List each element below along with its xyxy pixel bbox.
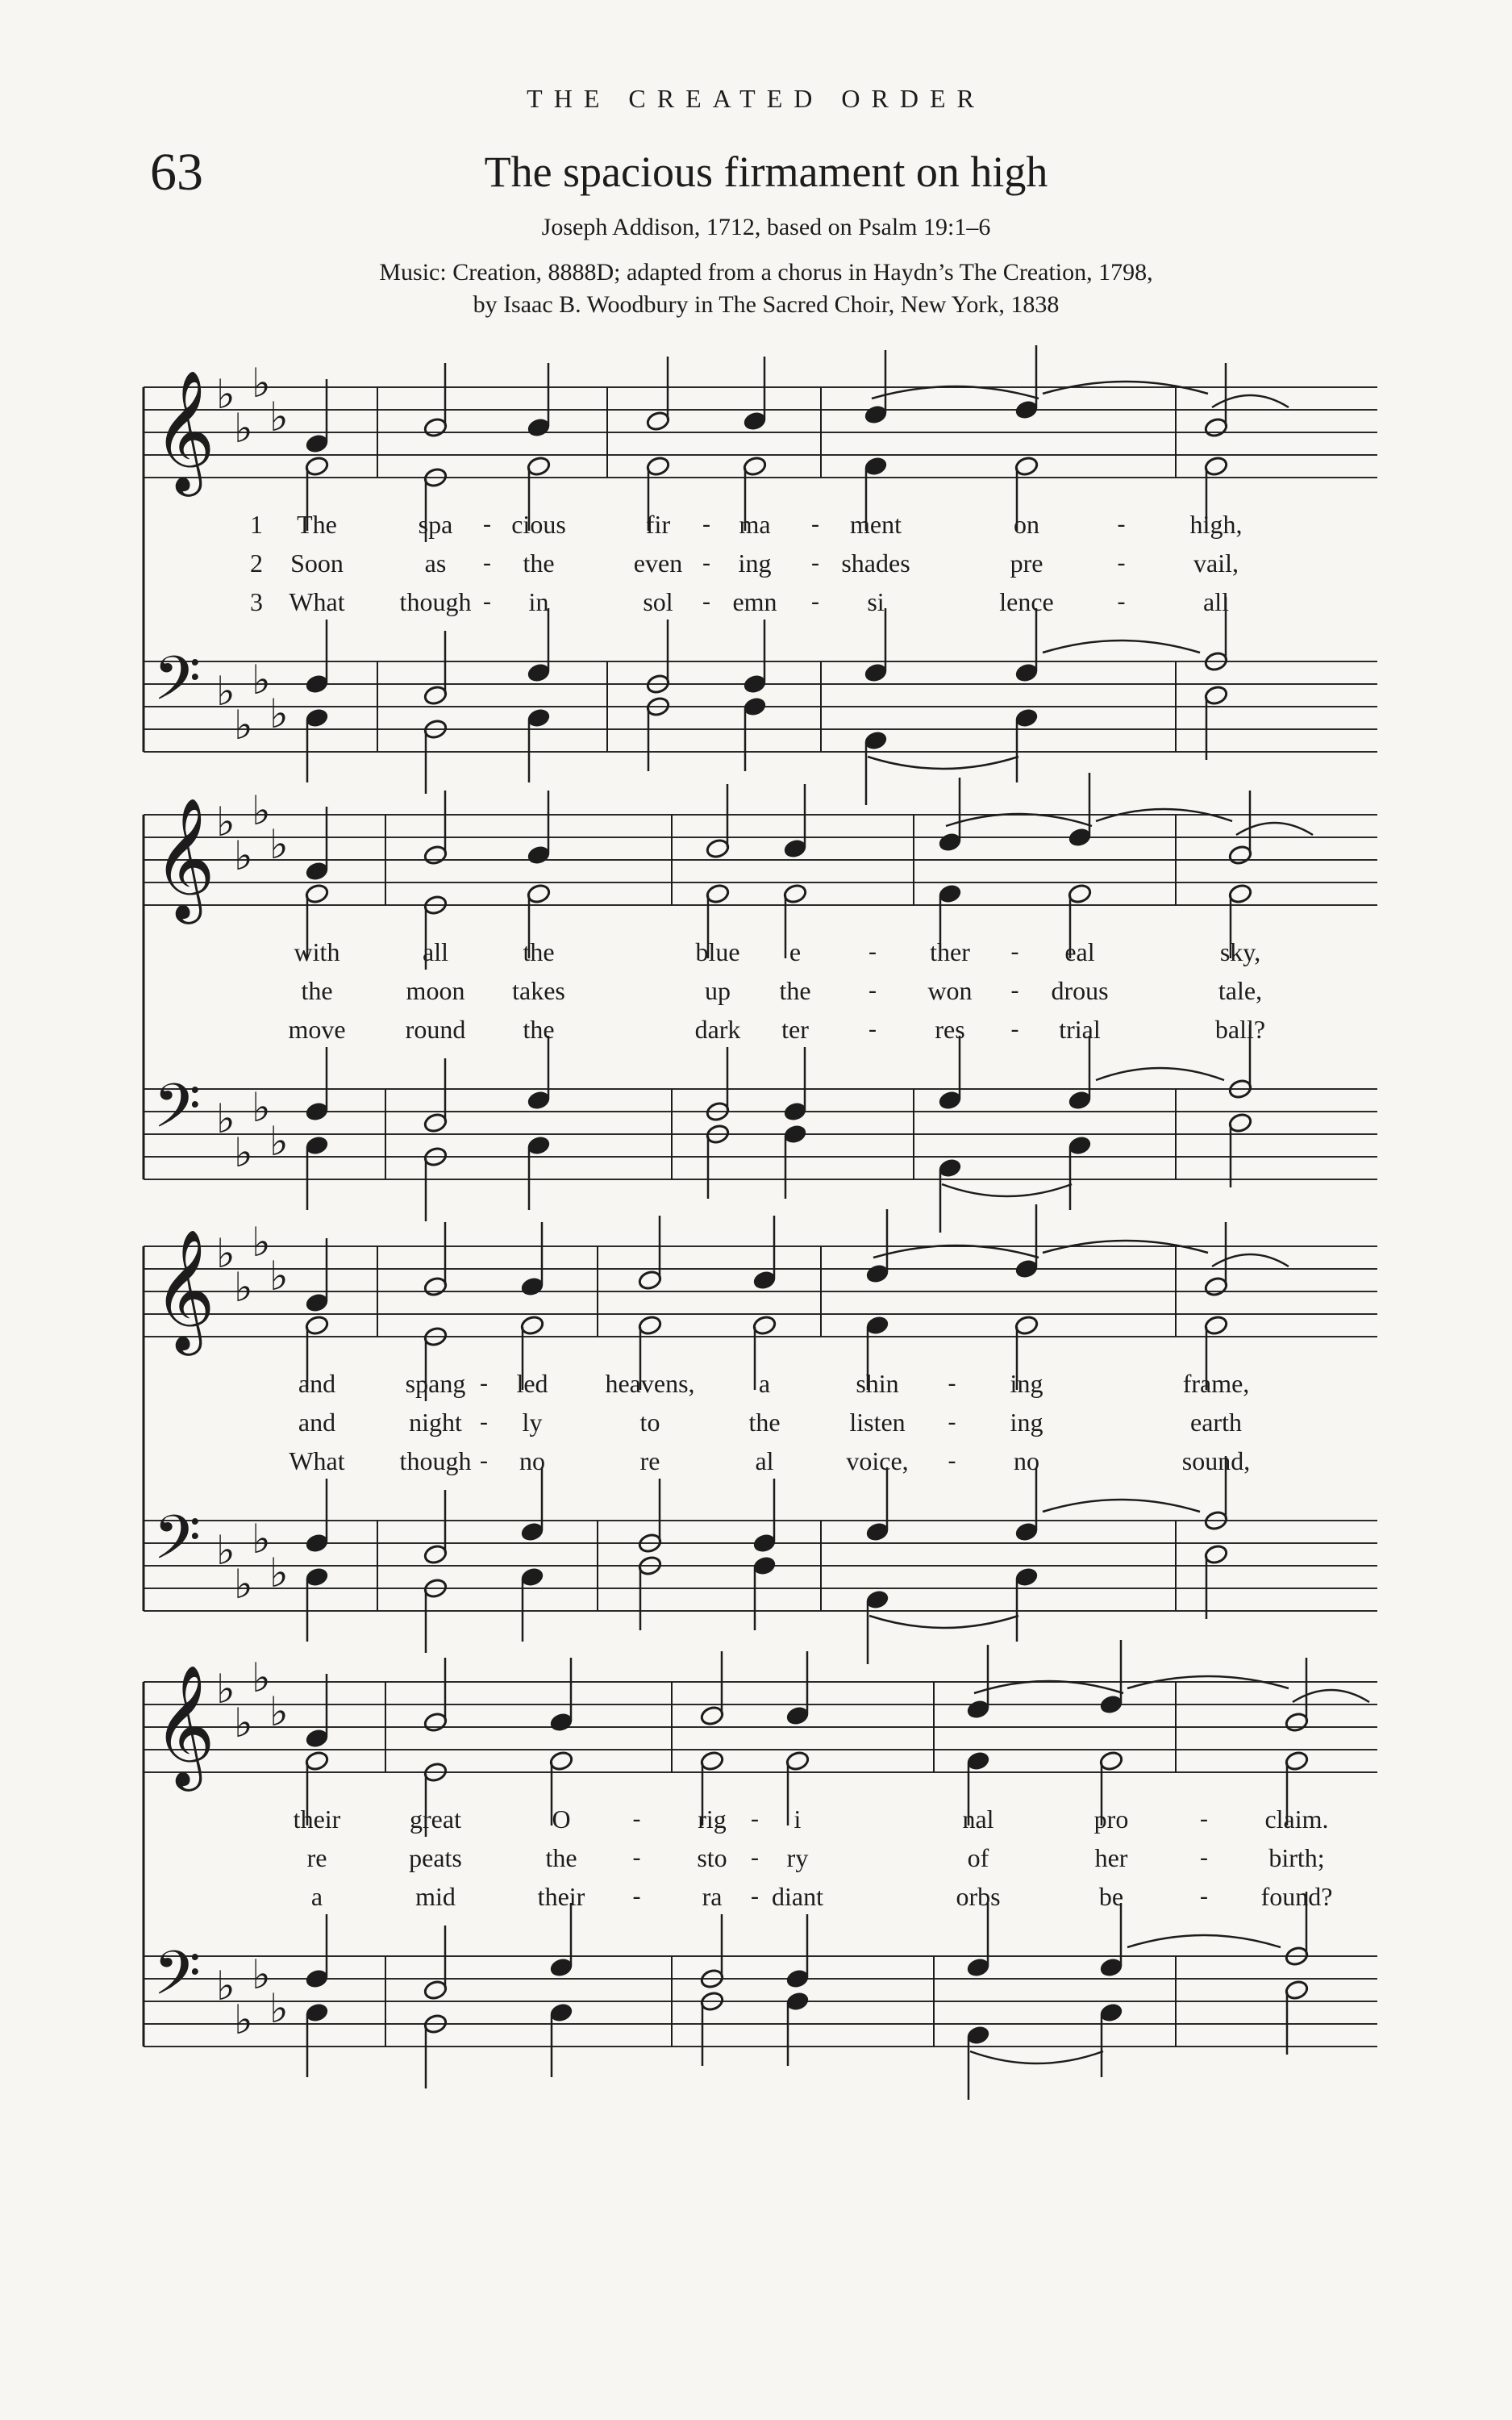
- soprano-note: [706, 784, 731, 859]
- soprano-note: [527, 791, 552, 866]
- bass-clef-icon: 𝄢: [153, 643, 202, 729]
- lyric-syllable: lence: [999, 587, 1054, 616]
- slur: [942, 1184, 1072, 1196]
- lyric-syllable: re: [639, 1446, 660, 1475]
- lyric-syllable: all: [1203, 587, 1229, 616]
- lyric-syllable: trial: [1059, 1015, 1101, 1044]
- lyric-syllable: and: [298, 1408, 336, 1437]
- soprano-note: [520, 1222, 545, 1297]
- slur: [946, 814, 1092, 826]
- bass-note: [752, 1555, 777, 1630]
- flat-icon: ♭: [269, 1985, 289, 2032]
- bass-note: [1285, 1980, 1310, 2055]
- tenor-note: [520, 1467, 545, 1542]
- lyric-hyphen: -: [483, 588, 491, 615]
- lyric-line: [144, 586, 1377, 618]
- lyric-syllable: O: [552, 1805, 571, 1834]
- lyric-syllable: though: [399, 1446, 472, 1475]
- tenor-note: [305, 620, 330, 695]
- tenor-note: [938, 1036, 963, 1111]
- lyric-hyphen: -: [1010, 938, 1019, 965]
- lyric-hyphen: -: [751, 1805, 759, 1832]
- lyric-syllable: the: [523, 549, 555, 578]
- soprano-note: [1014, 345, 1039, 420]
- lyric-syllable: as: [424, 549, 447, 578]
- flat-icon: ♭: [269, 1118, 289, 1165]
- lyric-syllable: found?: [1260, 1882, 1333, 1911]
- slur: [1293, 1690, 1369, 1702]
- flat-icon: ♭: [216, 371, 235, 418]
- soprano-note: [1068, 773, 1093, 848]
- bass-note: [305, 1567, 330, 1642]
- flat-icon: ♭: [252, 657, 271, 703]
- tenor-note: [305, 1479, 330, 1554]
- lyric-hyphen: -: [632, 1805, 641, 1832]
- tenor-note: [423, 1058, 448, 1133]
- bass-note: [783, 1124, 808, 1199]
- lyric-syllable: spa: [418, 510, 453, 539]
- bass-note: [785, 1991, 810, 2066]
- soprano-note: [785, 1651, 810, 1726]
- lyric-syllable: birth;: [1268, 1843, 1325, 1872]
- flat-icon: ♭: [252, 1084, 271, 1131]
- lyric-syllable: their: [537, 1882, 585, 1911]
- treble-staff: [144, 1246, 1377, 1337]
- lyric-line: [144, 974, 1377, 1007]
- lyric-hyphen: -: [632, 1844, 641, 1871]
- lyric-syllable: nal: [962, 1805, 994, 1834]
- treble-clef-icon: 𝄞: [153, 369, 215, 491]
- lyric-hyphen: -: [1200, 1883, 1208, 1909]
- tenor-note: [549, 1903, 574, 1978]
- lyric-syllable: earth: [1190, 1408, 1242, 1437]
- lyric-syllable: dark: [694, 1015, 741, 1044]
- lyric-syllable: high,: [1189, 510, 1243, 539]
- lyric-syllable: the: [523, 1015, 555, 1044]
- lyric-syllable: led: [516, 1369, 548, 1398]
- flat-icon: ♭: [252, 1654, 271, 1701]
- flat-icon: ♭: [269, 1253, 289, 1300]
- bass-note: [938, 1158, 963, 1233]
- lyric-line: [144, 936, 1377, 968]
- lyric-syllable: si: [867, 587, 885, 616]
- lyric-hyphen: -: [1200, 1844, 1208, 1871]
- flat-icon: ♭: [269, 394, 289, 440]
- soprano-note: [423, 1222, 448, 1297]
- slur: [1043, 640, 1200, 653]
- tenor-note: [743, 620, 768, 695]
- verse-number: 2: [250, 549, 263, 578]
- music-credit-line1: Music: Creation, 8888D; adapted from a chorus in Haydn’s The Creation, 1798,: [379, 259, 1153, 286]
- flat-icon: ♭: [234, 1700, 253, 1746]
- flat-icon: ♭: [216, 799, 235, 845]
- lyric-syllable: ly: [522, 1408, 543, 1437]
- lyric-syllable: no: [1014, 1446, 1039, 1475]
- music-system-1: [144, 360, 1377, 774]
- slur: [873, 1245, 1039, 1258]
- lyric-syllable: on: [1014, 510, 1039, 539]
- lyric-hyphen: -: [948, 1370, 956, 1396]
- tenor-note: [1099, 1903, 1124, 1978]
- lyric-syllable: blue: [695, 937, 740, 966]
- lyric-syllable: ing: [1010, 1369, 1043, 1398]
- flat-icon: ♭: [216, 1095, 235, 1142]
- lyric-hyphen: -: [483, 511, 491, 537]
- slur: [1096, 1068, 1224, 1080]
- treble-clef-icon: 𝄞: [153, 796, 215, 919]
- lyric-syllable: a: [310, 1882, 323, 1911]
- lyric-syllable: ing: [1010, 1408, 1043, 1437]
- flat-icon: ♭: [269, 691, 289, 737]
- lyric-syllable: a: [758, 1369, 771, 1398]
- lyric-line: [144, 1367, 1377, 1400]
- lyric-syllable: her: [1094, 1843, 1128, 1872]
- lyric-hyphen: -: [483, 549, 491, 576]
- soprano-note: [783, 784, 808, 859]
- flat-icon: ♭: [252, 1516, 271, 1563]
- lyric-syllable: and: [298, 1369, 336, 1398]
- lyric-syllable: pre: [1010, 549, 1043, 578]
- flat-icon: ♭: [216, 1666, 235, 1713]
- lyric-hyphen: -: [868, 977, 877, 1003]
- bass-note: [864, 730, 889, 805]
- treble-staff: [144, 387, 1377, 478]
- slur: [970, 2051, 1103, 2063]
- lyric-syllable: ing: [738, 549, 772, 578]
- lyric-syllable: ry: [786, 1843, 809, 1872]
- treble-clef-icon: 𝄞: [153, 1228, 215, 1350]
- flat-icon: ♭: [234, 702, 253, 749]
- lyric-syllable: drous: [1051, 976, 1109, 1005]
- bass-note: [1228, 1112, 1253, 1187]
- music-credit-line2: by Isaac B. Woodbury in The Sacred Choir, New York, 1838: [473, 291, 1060, 318]
- lyric-syllable: of: [967, 1843, 989, 1872]
- lyric-syllable: ther: [930, 937, 970, 966]
- tenor-note: [752, 1479, 777, 1554]
- bass-note: [1099, 2002, 1124, 2077]
- lyric-hyphen: -: [811, 511, 819, 537]
- bass-note: [520, 1567, 545, 1642]
- section-title: THE CREATED ORDER: [527, 84, 985, 113]
- lyric-syllable: emn: [732, 587, 777, 616]
- soprano-note: [752, 1216, 777, 1291]
- slur: [872, 386, 1039, 398]
- lyric-syllable: all: [423, 937, 448, 966]
- lyric-hyphen: -: [1117, 588, 1126, 615]
- slur: [974, 1681, 1123, 1693]
- tenor-note: [423, 631, 448, 706]
- soprano-note: [1014, 1204, 1039, 1279]
- music-system-2: [144, 787, 1377, 1202]
- flat-icon: ♭: [234, 1561, 253, 1608]
- soprano-note: [423, 363, 448, 438]
- lyric-syllable: shades: [841, 549, 910, 578]
- bass-note: [865, 1589, 890, 1664]
- lyric-syllable: in: [528, 587, 549, 616]
- bass-note: [305, 1135, 330, 1210]
- bass-clef-icon: 𝄢: [153, 1070, 202, 1157]
- soprano-note: [305, 379, 330, 454]
- lyric-syllable: i: [793, 1805, 802, 1834]
- lyric-syllable: sky,: [1219, 937, 1261, 966]
- lyric-line: [144, 1842, 1377, 1874]
- soprano-note: [549, 1658, 574, 1733]
- lyric-hyphen: -: [948, 1447, 956, 1474]
- slur: [1043, 1500, 1200, 1512]
- words-credit: Joseph Addison, 1712, based on Psalm 19:1–6: [541, 214, 991, 240]
- tenor-note: [305, 1047, 330, 1122]
- lyric-syllable: moon: [406, 976, 465, 1005]
- lyric-line: [144, 1880, 1377, 1913]
- tenor-note: [1014, 1467, 1039, 1542]
- lyric-hyphen: -: [1010, 1016, 1019, 1042]
- bass-note: [527, 707, 552, 782]
- tenor-note: [865, 1467, 890, 1542]
- lyric-syllable: the: [523, 937, 555, 966]
- lyric-syllable: listen: [849, 1408, 906, 1437]
- lyric-line: [144, 1803, 1377, 1835]
- bass-note: [743, 696, 768, 771]
- lyric-syllable: spang: [405, 1369, 466, 1398]
- lyric-syllable: voice,: [846, 1446, 909, 1475]
- lyric-syllable: What: [289, 587, 345, 616]
- bass-note: [1068, 1135, 1093, 1210]
- staff-notation: [144, 1654, 1377, 2069]
- lyric-line: [144, 1445, 1377, 1477]
- lyric-syllable: heavens,: [605, 1369, 695, 1398]
- flat-icon: ♭: [269, 1688, 289, 1735]
- staff-notation: [144, 787, 1377, 1202]
- flat-icon: ♭: [234, 405, 253, 452]
- lyric-syllable: though: [399, 587, 472, 616]
- lyric-hyphen: -: [1117, 511, 1126, 537]
- bass-note: [305, 707, 330, 782]
- soprano-note: [1099, 1640, 1124, 1715]
- bass-note: [549, 2002, 574, 2077]
- lyric-syllable: pro: [1093, 1805, 1129, 1834]
- lyric-syllable: sound,: [1181, 1446, 1251, 1475]
- lyric-syllable: sol: [643, 587, 673, 616]
- flat-icon: ♭: [269, 821, 289, 868]
- lyric-hyphen: -: [751, 1844, 759, 1871]
- slur: [868, 757, 1018, 769]
- lyric-syllable: the: [779, 976, 811, 1005]
- music-system-3: [144, 1219, 1377, 1634]
- lyric-syllable: orbs: [956, 1882, 1001, 1911]
- flat-icon: ♭: [252, 360, 271, 407]
- lyric-hyphen: -: [868, 938, 877, 965]
- lyric-syllable: be: [1098, 1882, 1124, 1911]
- flat-icon: ♭: [234, 832, 253, 879]
- tenor-note: [423, 1490, 448, 1565]
- flat-icon: ♭: [216, 1230, 235, 1277]
- lyric-syllable: al: [755, 1446, 774, 1475]
- lyric-syllable: ra: [702, 1882, 723, 1911]
- lyric-syllable: sto: [697, 1843, 727, 1872]
- bass-staff: [144, 1089, 1377, 1179]
- lyric-hyphen: -: [702, 549, 710, 576]
- lyric-syllable: diant: [772, 1882, 823, 1911]
- lyric-syllable: shin: [856, 1369, 899, 1398]
- flat-icon: ♭: [234, 1996, 253, 2043]
- flat-icon: ♭: [252, 1219, 271, 1266]
- tenor-note: [785, 1914, 810, 1989]
- tenor-note: [1014, 608, 1039, 683]
- lyric-syllable: takes: [512, 976, 565, 1005]
- flat-icon: ♭: [269, 1550, 289, 1596]
- lyric-syllable: to: [639, 1408, 660, 1437]
- lyric-syllable: tale,: [1218, 976, 1263, 1005]
- slur: [869, 1616, 1018, 1628]
- lyric-syllable: res: [935, 1015, 965, 1044]
- lyric-syllable: re: [306, 1843, 327, 1872]
- tenor-note: [305, 1914, 330, 1989]
- lyric-hyphen: -: [702, 511, 710, 537]
- verse-number: 3: [250, 587, 263, 616]
- flat-icon: ♭: [252, 787, 271, 834]
- lyric-line: [144, 1406, 1377, 1438]
- lyric-hyphen: -: [811, 549, 819, 576]
- lyric-hyphen: -: [480, 1370, 488, 1396]
- bass-note: [966, 2025, 991, 2100]
- bass-staff: [144, 1956, 1377, 2047]
- lyric-syllable: night: [409, 1408, 462, 1437]
- slur: [1236, 823, 1313, 835]
- lyric-syllable: their: [293, 1805, 341, 1834]
- lyric-syllable: ter: [781, 1015, 809, 1044]
- lyric-syllable: eal: [1064, 937, 1095, 966]
- bass-note: [1204, 685, 1229, 760]
- lyric-syllable: mid: [415, 1882, 456, 1911]
- tenor-note: [423, 1926, 448, 2001]
- lyric-syllable: even: [633, 549, 683, 578]
- flat-icon: ♭: [216, 1527, 235, 1574]
- staff-notation: [144, 1219, 1377, 1634]
- lyric-syllable: peats: [409, 1843, 462, 1872]
- soprano-note: [305, 1674, 330, 1749]
- slur: [1212, 395, 1289, 407]
- lyric-syllable: up: [705, 976, 731, 1005]
- flat-icon: ♭: [234, 1264, 253, 1311]
- treble-staff: [144, 1682, 1377, 1772]
- lyric-syllable: frame,: [1182, 1369, 1250, 1398]
- lyric-hyphen: -: [480, 1408, 488, 1435]
- hymn-title: The spacious firmament on high: [484, 148, 1048, 196]
- staff-notation: [144, 360, 1377, 774]
- lyric-hyphen: -: [1117, 549, 1126, 576]
- lyric-hyphen: -: [702, 588, 710, 615]
- flat-icon: ♭: [252, 1951, 271, 1998]
- lyric-syllable: round: [405, 1015, 466, 1044]
- flat-icon: ♭: [216, 1963, 235, 2009]
- lyric-syllable: rig: [698, 1805, 727, 1834]
- soprano-note: [423, 791, 448, 866]
- soprano-note: [743, 357, 768, 432]
- lyric-line: [144, 547, 1377, 579]
- lyric-syllable: vail,: [1193, 549, 1239, 578]
- soprano-note: [527, 363, 552, 438]
- soprano-note: [423, 1658, 448, 1733]
- slur: [1212, 1254, 1289, 1266]
- soprano-note: [305, 1238, 330, 1313]
- lyric-hyphen: -: [632, 1883, 641, 1909]
- tenor-note: [1068, 1036, 1093, 1111]
- soprano-note: [638, 1216, 663, 1291]
- bass-note: [527, 1135, 552, 1210]
- soprano-note: [305, 807, 330, 882]
- hymn-number: 63: [150, 143, 203, 202]
- bass-note: [1204, 1544, 1229, 1619]
- music-system-4: [144, 1654, 1377, 2069]
- bass-clef-icon: 𝄢: [153, 1938, 202, 2024]
- bass-clef-icon: 𝄢: [153, 1502, 202, 1588]
- tenor-note: [527, 1036, 552, 1111]
- lyric-syllable: no: [519, 1446, 545, 1475]
- lyric-syllable: e: [789, 937, 802, 966]
- treble-clef-icon: 𝄞: [153, 1663, 215, 1786]
- lyric-syllable: the: [301, 976, 333, 1005]
- lyric-hyphen: -: [751, 1883, 759, 1909]
- lyric-syllable: fir: [645, 510, 671, 539]
- lyric-syllable: the: [748, 1408, 781, 1437]
- lyric-hyphen: -: [480, 1447, 488, 1474]
- lyric-syllable: cious: [511, 510, 566, 539]
- lyric-line: [144, 508, 1377, 540]
- tenor-note: [966, 1903, 991, 1978]
- tenor-note: [783, 1047, 808, 1122]
- lyric-syllable: great: [410, 1805, 461, 1834]
- lyric-syllable: move: [288, 1015, 346, 1044]
- lyric-line: [144, 1013, 1377, 1045]
- tenor-note: [864, 608, 889, 683]
- lyric-hyphen: -: [948, 1408, 956, 1435]
- lyric-syllable: Soon: [290, 549, 344, 578]
- lyric-hyphen: -: [1200, 1805, 1208, 1832]
- soprano-note: [700, 1651, 725, 1726]
- lyric-syllable: claim.: [1264, 1805, 1329, 1834]
- slur: [1127, 1935, 1281, 1947]
- bass-note: [1014, 1567, 1039, 1642]
- lyric-hyphen: -: [1010, 977, 1019, 1003]
- flat-icon: ♭: [216, 668, 235, 715]
- lyric-syllable: won: [927, 976, 973, 1005]
- lyric-syllable: The: [297, 510, 337, 539]
- lyric-syllable: the: [545, 1843, 577, 1872]
- lyric-syllable: ma: [739, 510, 771, 539]
- verse-number: 1: [250, 510, 263, 539]
- lyric-hyphen: -: [811, 588, 819, 615]
- bass-note: [1014, 707, 1039, 782]
- lyric-syllable: with: [294, 937, 340, 966]
- lyric-syllable: ment: [850, 510, 902, 539]
- lyric-syllable: ball?: [1214, 1015, 1266, 1044]
- tenor-note: [527, 608, 552, 683]
- bass-note: [305, 2002, 330, 2077]
- treble-staff: [144, 815, 1377, 905]
- lyric-hyphen: -: [868, 1016, 877, 1042]
- lyric-syllable: What: [289, 1446, 345, 1475]
- soprano-note: [646, 357, 671, 432]
- flat-icon: ♭: [234, 1129, 253, 1176]
